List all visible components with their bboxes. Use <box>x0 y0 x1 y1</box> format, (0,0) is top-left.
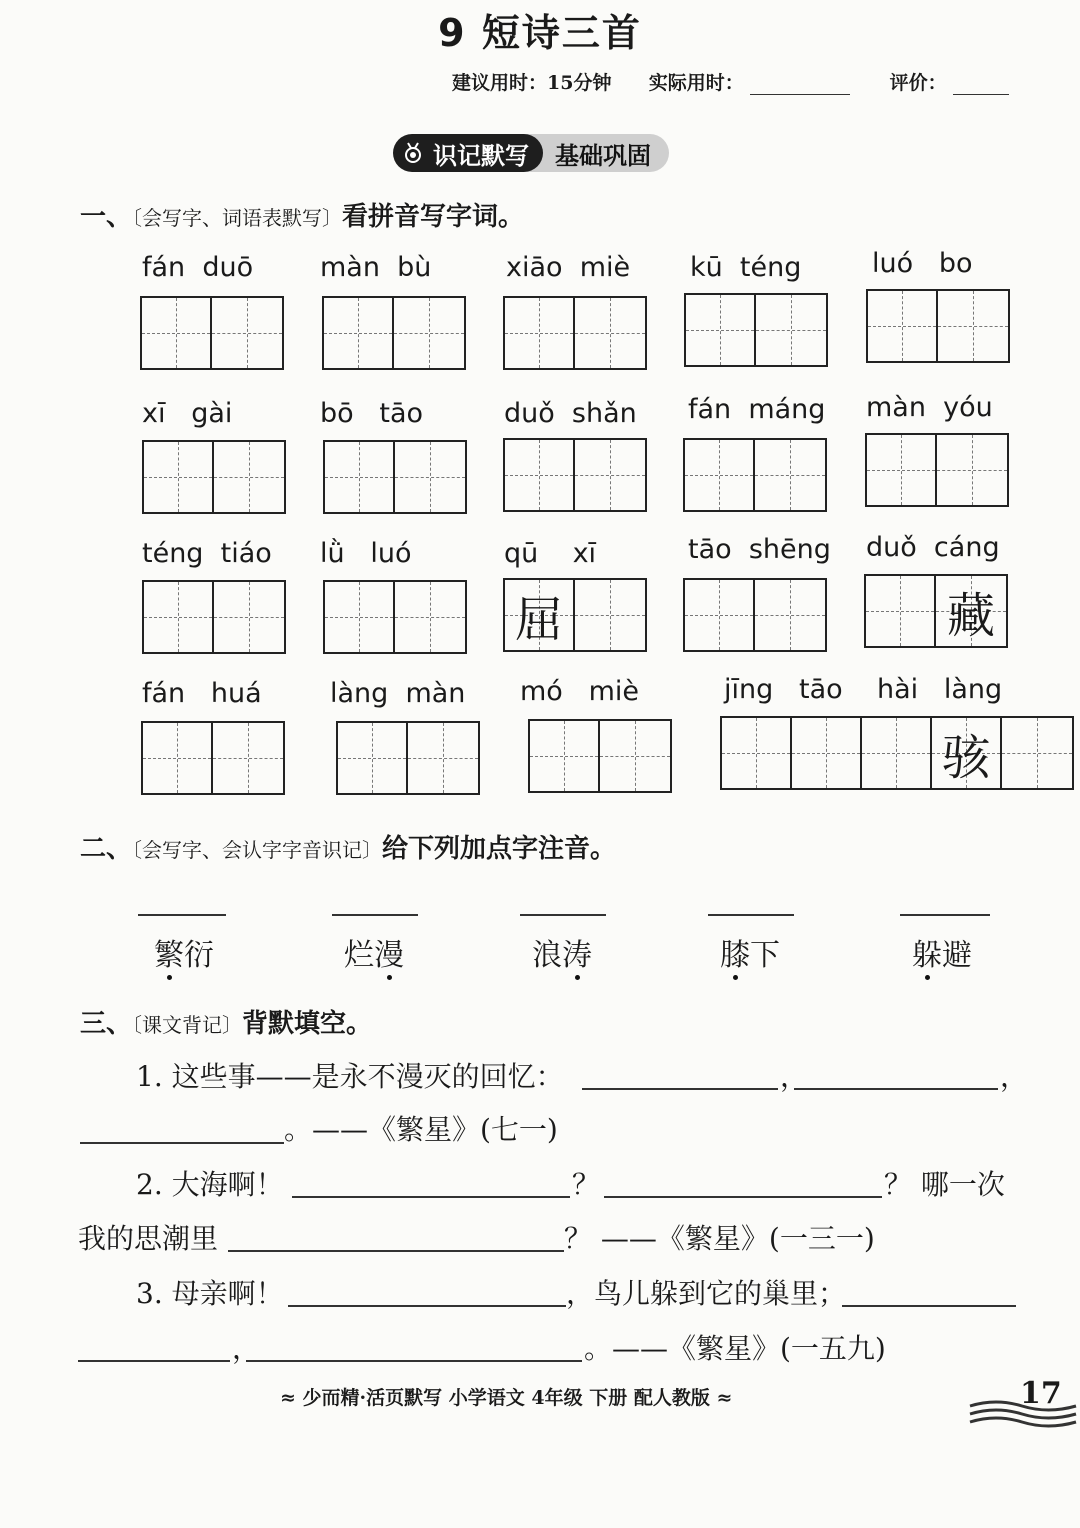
written-character <box>756 295 826 365</box>
grid-cell[interactable] <box>213 723 283 793</box>
dotted-character: 膝 <box>720 930 750 974</box>
pinyin-label: màn yóu <box>866 392 993 423</box>
rating-blank[interactable] <box>953 76 1009 95</box>
grid-cell[interactable] <box>862 718 932 788</box>
written-character <box>575 298 645 368</box>
pinyin-label: làng màn <box>330 678 466 709</box>
pinyin-label: qū xī <box>504 538 597 569</box>
written-character <box>755 440 825 510</box>
grid-cell[interactable] <box>530 721 600 791</box>
written-character <box>505 440 573 510</box>
character-grid[interactable] <box>142 580 286 654</box>
q3-blank-1[interactable] <box>288 1305 566 1307</box>
grid-cell[interactable] <box>1002 718 1072 788</box>
actual-time-blank[interactable] <box>750 76 850 95</box>
q1-source: 。——《繁星》(七一) <box>284 1113 558 1146</box>
pinyin-label: luó bo <box>872 248 973 279</box>
character-grid[interactable] <box>141 721 285 795</box>
pinyin-blank[interactable] <box>520 914 606 916</box>
character-grid[interactable] <box>323 580 467 654</box>
character-grid[interactable] <box>683 578 827 652</box>
written-character <box>685 580 753 650</box>
character: 烂 <box>344 938 374 973</box>
character: 衍 <box>184 938 214 973</box>
character-grid[interactable] <box>528 719 672 793</box>
q2-start: 2. 大海啊！ <box>136 1168 284 1201</box>
grid-cell[interactable] <box>212 298 282 368</box>
written-character <box>686 295 754 365</box>
pinyin-label: xiāo miè <box>506 252 631 283</box>
written-character: 骇 <box>941 729 990 786</box>
character-grid[interactable] <box>503 578 647 652</box>
character-grid[interactable] <box>720 716 1074 790</box>
written-character <box>395 442 465 512</box>
grid-cell[interactable] <box>685 440 755 510</box>
rating-label: 评价： <box>889 72 947 94</box>
grid-cell[interactable] <box>144 582 214 652</box>
written-character <box>214 582 284 652</box>
written-character <box>324 298 392 368</box>
character-grid[interactable] <box>503 296 647 370</box>
dotted-character: 涛 <box>562 930 592 974</box>
pinyin-blank[interactable] <box>708 914 794 916</box>
section-banner <box>393 134 669 172</box>
grid-cell[interactable] <box>686 295 756 365</box>
q3-blank-2[interactable] <box>842 1305 1016 1307</box>
character-grid[interactable] <box>323 440 467 514</box>
written-character <box>1002 718 1072 788</box>
character-grid[interactable] <box>683 438 827 512</box>
q3-blank-4[interactable] <box>246 1360 582 1362</box>
dotted-character: 漫 <box>374 930 404 974</box>
character-grid[interactable] <box>865 433 1009 507</box>
pinyin-label: fán huá <box>142 678 262 709</box>
grid-cell[interactable] <box>325 582 395 652</box>
pinyin-blank[interactable] <box>332 914 418 916</box>
time-info <box>452 68 1009 95</box>
q1-blank-1[interactable] <box>582 1088 778 1090</box>
pinyin-label: màn bù <box>320 252 432 283</box>
grid-cell[interactable] <box>575 580 645 650</box>
q3-start: 3. 母亲啊！ <box>136 1277 284 1310</box>
written-character <box>505 298 573 368</box>
pinyin-label: tāo shēng <box>688 534 831 565</box>
pinyin-label: jīng tāo hài làng <box>724 674 1003 705</box>
grid-cell[interactable] <box>324 298 394 368</box>
character-grid[interactable] <box>140 296 284 370</box>
banner-right-label: 基础巩固 <box>525 134 669 172</box>
grid-cell[interactable] <box>408 723 478 793</box>
pinyin-label: fán máng <box>688 394 826 425</box>
character-grid[interactable] <box>322 296 466 370</box>
pinyin-label: bō tāo <box>320 398 424 429</box>
grid-cell[interactable] <box>867 435 937 505</box>
dotted-word <box>314 930 434 974</box>
q3-blank-3[interactable] <box>78 1360 230 1362</box>
q1-blank-2[interactable] <box>794 1088 998 1090</box>
q3-source: 。——《繁星》(一五九) <box>584 1332 886 1365</box>
dotted-character: 躲 <box>912 930 942 974</box>
grid-cell[interactable] <box>755 440 825 510</box>
grid-cell[interactable] <box>505 298 575 368</box>
written-character <box>325 442 393 512</box>
grid-cell[interactable] <box>214 442 284 512</box>
grid-cell[interactable] <box>868 291 938 361</box>
written-character <box>862 718 930 788</box>
character-grid[interactable] <box>864 574 1008 648</box>
written-character <box>685 440 753 510</box>
footer-text: ≈ 少而精·活页默写 小学语文 4年级 下册 配人教版 ≈ <box>280 1387 733 1409</box>
pinyin-label: xī gài <box>142 398 233 429</box>
written-character <box>530 721 598 791</box>
grid-cell[interactable] <box>338 723 408 793</box>
grid-cell[interactable] <box>395 442 465 512</box>
q2-blank-1[interactable] <box>292 1196 570 1198</box>
written-character <box>142 298 210 368</box>
written-character <box>575 440 645 510</box>
written-character <box>867 435 935 505</box>
page-title: 9 短诗三首 <box>438 11 642 55</box>
written-character <box>394 298 464 368</box>
character: 下 <box>750 938 780 973</box>
grid-cell[interactable] <box>755 580 825 650</box>
grid-cell[interactable] <box>600 721 670 791</box>
grid-cell[interactable] <box>936 576 1006 646</box>
written-character <box>338 723 406 793</box>
grid-cell[interactable] <box>575 440 645 510</box>
written-character <box>143 723 211 793</box>
written-character <box>722 718 790 788</box>
dotted-word <box>882 930 1002 974</box>
grid-cell[interactable] <box>144 442 214 512</box>
written-character <box>600 721 670 791</box>
grid-cell[interactable] <box>394 298 464 368</box>
written-character <box>868 291 936 361</box>
banner-left-label: 识记默写 <box>433 141 529 170</box>
written-character: 藏 <box>946 587 995 644</box>
written-character <box>214 442 284 512</box>
written-character <box>938 291 1008 361</box>
grid-cell[interactable] <box>932 718 1002 788</box>
suggested-time: 建议用时：15分钟 <box>452 72 612 94</box>
character: 避 <box>942 938 972 973</box>
q2-source: ？ ——《繁星》(一三一) <box>564 1222 875 1255</box>
written-character <box>213 723 283 793</box>
section3-heading: 三、〔课文背记〕背默填空。 <box>80 1009 373 1039</box>
dotted-word <box>124 930 244 974</box>
pinyin-blank[interactable] <box>138 914 226 916</box>
grid-cell[interactable] <box>575 298 645 368</box>
written-character <box>575 580 645 650</box>
grid-cell[interactable] <box>214 582 284 652</box>
grid-cell[interactable] <box>505 580 575 650</box>
q2-blank-2[interactable] <box>604 1196 882 1198</box>
q2-blank-3[interactable] <box>228 1250 564 1252</box>
page-number: 17 <box>1020 1376 1062 1411</box>
character: 浪 <box>532 938 562 973</box>
grid-cell[interactable] <box>792 718 862 788</box>
pinyin-label: mó miè <box>520 676 639 707</box>
grid-cell[interactable] <box>142 298 212 368</box>
pinyin-label: fán duō <box>142 252 254 283</box>
dotted-word <box>502 930 622 974</box>
section2-heading: 二、〔会写字、会认字字音识记〕给下列加点字注音。 <box>80 834 617 864</box>
dotted-character: 繁 <box>154 930 184 974</box>
written-character <box>212 298 282 368</box>
dotted-word <box>690 930 810 974</box>
pinyin-label: duǒ shǎn <box>504 398 637 429</box>
grid-cell[interactable] <box>325 442 395 512</box>
written-character <box>866 576 934 646</box>
written-character <box>144 582 212 652</box>
character-grid[interactable] <box>142 440 286 514</box>
written-character: 屈 <box>514 591 563 648</box>
grid-cell[interactable] <box>685 580 755 650</box>
actual-time-label: 实际用时： <box>648 72 744 94</box>
grid-cell[interactable] <box>866 576 936 646</box>
grid-cell[interactable] <box>505 440 575 510</box>
pinyin-label: lǜ luó <box>320 538 412 569</box>
written-character <box>937 435 1007 505</box>
medal-icon <box>403 142 423 164</box>
grid-cell[interactable] <box>722 718 792 788</box>
character-grid[interactable] <box>503 438 647 512</box>
written-character <box>395 582 465 652</box>
written-character <box>408 723 478 793</box>
grid-cell[interactable] <box>937 435 1007 505</box>
pinyin-blank[interactable] <box>900 914 990 916</box>
q1-blank-3[interactable] <box>80 1142 284 1144</box>
grid-cell[interactable] <box>938 291 1008 361</box>
pinyin-label: duǒ cáng <box>866 532 1000 563</box>
character-grid[interactable] <box>866 289 1010 363</box>
pinyin-label: téng tiáo <box>142 538 272 569</box>
grid-cell[interactable] <box>756 295 826 365</box>
character-grid[interactable] <box>336 721 480 795</box>
character-grid[interactable] <box>684 293 828 367</box>
q1-start: 1. 这些事——是永不漫灭的回忆： <box>136 1060 564 1093</box>
grid-cell[interactable] <box>395 582 465 652</box>
written-character <box>325 582 393 652</box>
written-character <box>144 442 212 512</box>
grid-cell[interactable] <box>143 723 213 793</box>
written-character <box>755 580 825 650</box>
written-character <box>792 718 860 788</box>
pinyin-label: kū téng <box>690 252 802 283</box>
section1-heading: 一、〔会写字、词语表默写〕看拼音写字词。 <box>80 202 525 232</box>
